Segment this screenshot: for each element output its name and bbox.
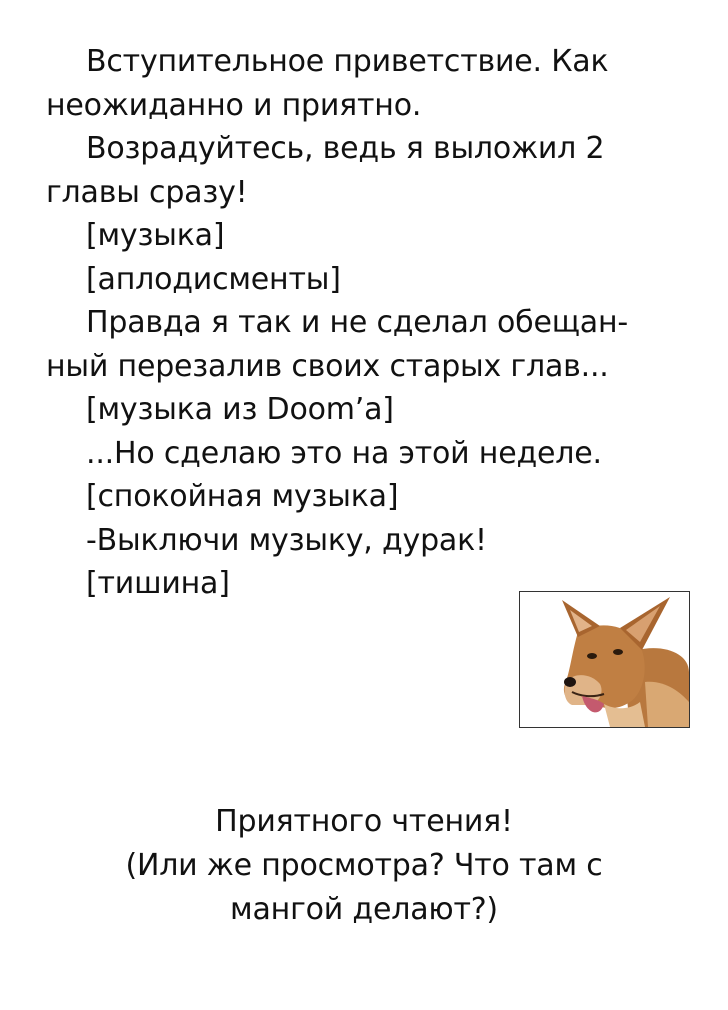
- intro-line: неожиданно и приятно.: [46, 87, 422, 123]
- closing-text: [40, 800, 688, 932]
- intro-line: [аплодисменты]: [86, 261, 341, 297]
- intro-text: [46, 40, 686, 606]
- intro-line: ный перезалив своих старых глав...: [46, 348, 609, 384]
- intro-line: Правда я так и не сделал обещан-: [86, 305, 629, 340]
- closing-line: Приятного чтения!: [215, 804, 513, 839]
- intro-line: -Выключи музыку, дурак!: [86, 522, 487, 558]
- closing-line: (Или же просмотра? Что там с: [125, 848, 603, 883]
- closing-line: мангой делают?): [230, 892, 498, 927]
- intro-line: ...Но сделаю это на этой неделе.: [86, 435, 602, 471]
- intro-line: [музыка из Doom’a]: [86, 392, 394, 427]
- intro-line: [спокойная музыка]: [86, 479, 399, 514]
- intro-line: главы сразу!: [46, 174, 248, 210]
- intro-line: [музыка]: [86, 218, 225, 253]
- dog-image: [519, 591, 690, 728]
- intro-line: Вступительное приветствие. Как: [86, 44, 609, 79]
- intro-line: [тишина]: [86, 566, 230, 601]
- intro-line: Возрадуйтесь, ведь я выложил 2: [86, 131, 605, 166]
- dog-illustration: [520, 592, 689, 727]
